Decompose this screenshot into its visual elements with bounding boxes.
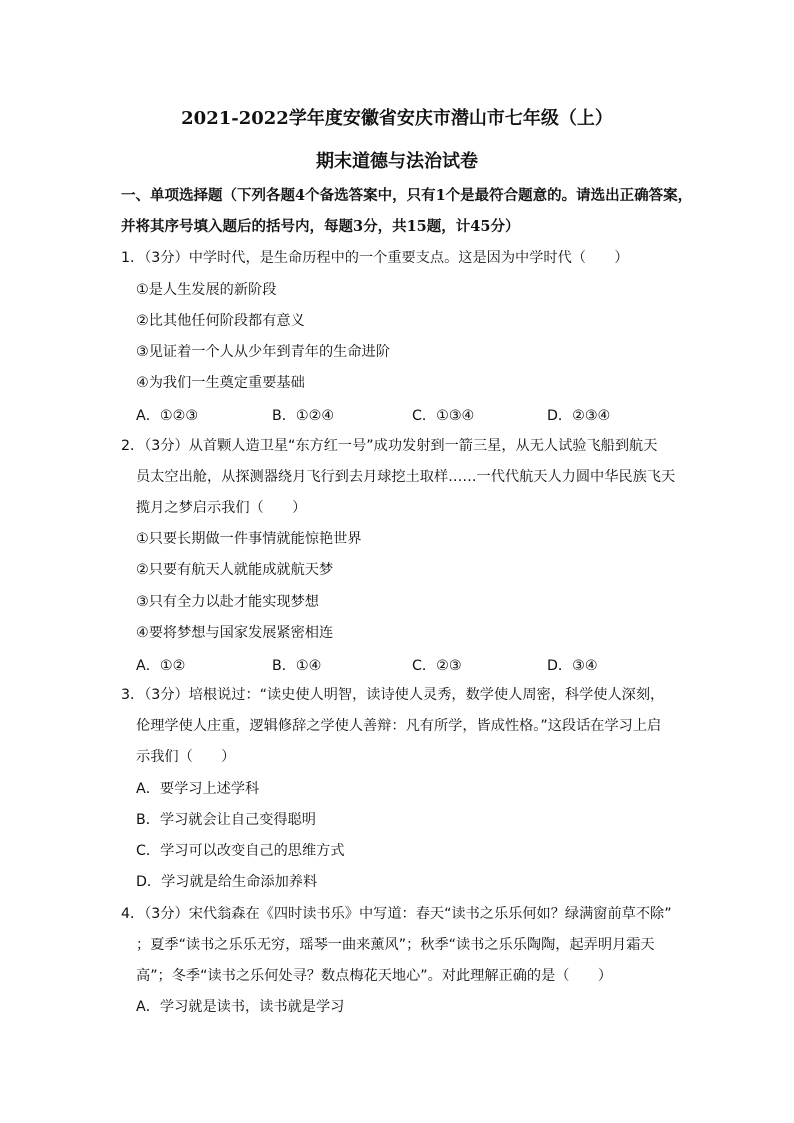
question-2-option-a: A．①② [136,658,186,674]
question-1-stem: 1．（3分）中学时代，是生命历程中的一个重要支点。这是因为中学时代（ ） [121,250,629,266]
question-4-stem-line3: 高”；冬季“读书之乐何处寻？数点梅花天地心”。对此理解正确的是（ ） [136,968,613,984]
question-1-option-c: C．①③④ [412,408,475,424]
exam-title-line2: 期末道德与法治试卷 [316,151,478,172]
question-1-option-b: B．①②④ [272,408,335,424]
section-heading-line1: 一、单项选择题（下列各题4个备选答案中，只有1个是最符合题意的。请选出正确答案， [121,187,693,204]
section-heading-line2: 并将其序号填入题后的括号内，每题3分，共15题，计45分） [121,218,520,235]
question-2-stem-line2: 员太空出舱，从探测器绕月飞行到去月球挖土取样……一代代航天人力圆中华民族飞天 [136,469,676,485]
question-4-option-a: A．学习就是读书，读书就是学习 [136,999,345,1015]
question-2-option-d: D．③④ [547,658,598,674]
question-3-stem-line2: 伦理学使人庄重，逻辑修辞之学使人善辩：凡有所学，皆成性格。”这段话在学习上启 [136,718,662,734]
question-1-option-d: D．②③④ [547,408,611,424]
question-2-option-b: B．①④ [272,658,322,674]
question-2-stem-line1: 2．（3分）从首颗人造卫星“东方红一号”成功发射到一箭三星，从无人试验飞船到航天 [121,438,658,454]
question-2-item-2: ②只要有航天人就能成就航天梦 [136,562,334,578]
question-2-item-3: ③只有全力以赴才能实现梦想 [136,594,319,610]
question-1-item-3: ③见证着一个人从少年到青年的生命进阶 [136,344,390,360]
question-4-stem-line2: ；夏季“读书之乐乐无穷，瑶琴一曲来薰风”；秋季“读书之乐乐陶陶，起弄明月霜天 [136,937,655,953]
question-3-stem-line1: 3．（3分）培根说过：“读史使人明智，读诗使人灵秀，数学使人周密，科学使人深刻， [121,687,665,703]
question-2-item-1: ①只要长期做一件事情就能惊艳世界 [136,531,362,547]
question-3-option-a: A．要学习上述学科 [136,781,260,797]
question-2-item-4: ④要将梦想与国家发展紧密相连 [136,625,334,641]
question-3-stem-line3: 示我们（ ） [136,749,236,765]
question-2-stem-line3: 揽月之梦启示我们（ ） [136,500,307,516]
question-3-option-c: C．学习可以改变自己的思维方式 [136,843,345,859]
question-1-item-2: ②比其他任何阶段都有意义 [136,313,305,329]
question-2-option-c: C．②③ [412,658,462,674]
exam-title-line1: 2021-2022学年度安徽省安庆市潜山市七年级（上） [181,108,613,129]
question-3-option-d: D．学习就是给生命添加养料 [136,874,318,890]
question-1-item-4: ④为我们一生奠定重要基础 [136,375,305,391]
question-4-stem-line1: 4．（3分）宋代翁森在《四时读书乐》中写道：春天“读书之乐乐何如？绿满窗前草不除” [121,906,672,922]
question-3-option-b: B．学习就会让自己变得聪明 [136,812,316,828]
question-1-option-a: A．①②③ [136,408,199,424]
question-1-item-1: ①是人生发展的新阶段 [136,282,277,298]
